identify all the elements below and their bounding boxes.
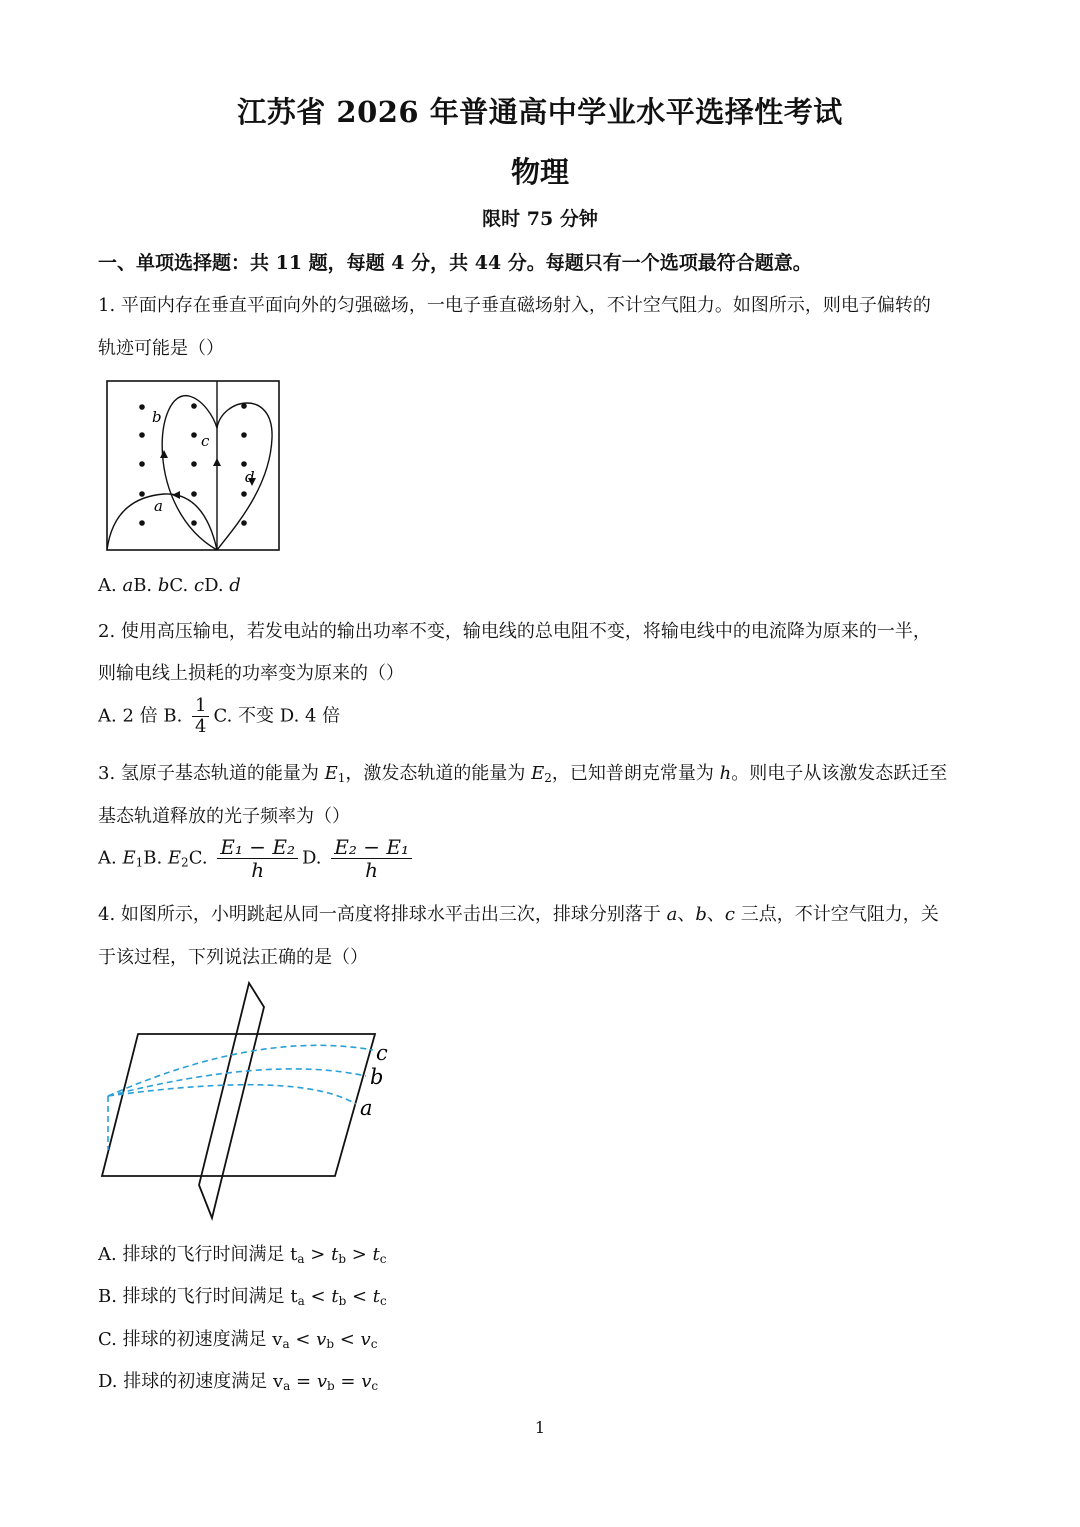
q1-line1: 1. 平面内存在垂直平面向外的匀强磁场，一电子垂直磁场射入，不计空气阻力。如图所示，则电子偏转的: [98, 295, 931, 316]
ball-trajectories: [108, 1045, 373, 1150]
label-d: d: [245, 468, 255, 486]
trajectory-c: [108, 1045, 373, 1096]
arrow-c: [213, 458, 221, 466]
q3-line1: 3. 氢原子基态轨道的能量为 $E_1$，激发态轨道的能量为 $E_2$，已知普朗克常量为 h。则电子从该激发态跃迁至: [98, 763, 948, 785]
q4-option-c: C. 排球的初速度满足 $v_a < v_b < v_c$: [98, 1329, 378, 1351]
label-b: b: [152, 408, 162, 426]
exam-title: 江苏省 2026 年普通高中学业水平选择性考试: [237, 95, 843, 129]
court-outline: [102, 1034, 375, 1176]
q4-figure: [98, 980, 398, 1225]
q3-fraction-c: $\frac{\text{E₁ − E₂}}{h}$: [217, 836, 298, 881]
q2-line1: 2. 使用高压输电，若发电站的输出功率不变，输电线的总电阻不变，将输电线中的电流降为原来的一半，: [98, 621, 931, 642]
page-number: 1: [534, 1418, 546, 1437]
label-b: b: [370, 1065, 384, 1089]
q2-options: A. 2 倍 B. $\frac{1}{4}$ C. 不变 D. 4 倍: [98, 695, 341, 737]
q4-option-d: D. 排球的初速度满足 $v_a = v_b = v_c$: [98, 1371, 379, 1393]
q1-line2: 轨迹可能是（）: [98, 338, 224, 359]
q2-fraction: $\frac{1}{4}$: [192, 696, 209, 737]
label-c: c: [376, 1041, 388, 1065]
q3-options: A. $E_1B$. $E_2C$. $\frac{\text{E₁ − E₂}}{h}$ D. $\frac{\text{E₂ − E₁}}{h}$: [98, 836, 416, 881]
q3-fraction-d: $\frac{\text{E₂ − E₁}}{h}$: [331, 836, 412, 881]
section-heading: 一、单项选择题：共 11 题，每题 4 分，共 44 分。每题只有一个选项最符合题意。: [98, 252, 812, 274]
net-outline: [199, 983, 264, 1218]
q4-line1: 4. 如图所示，小明跳起从同一高度将排球水平击出三次，排球分别落于 a、b、c 三点，不计空气阻力，关: [98, 904, 939, 925]
label-c: c: [201, 432, 210, 450]
q3-line2: 基态轨道释放的光子频率为（）: [98, 806, 350, 827]
trajectory-a: [108, 1085, 356, 1104]
time-limit: 限时 75 分钟: [482, 208, 598, 230]
arrow-b: [160, 450, 168, 458]
q4-line2: 于该过程，下列说法正确的是（）: [98, 947, 368, 968]
q4-option-b: B. 排球的飞行时间满足 $t_a < t_b < t_c$: [98, 1286, 387, 1308]
q2-line2: 则输电线上损耗的功率变为原来的（）: [98, 663, 404, 684]
q1-options: A. aB. bC. cD. d: [98, 575, 241, 596]
subject-title: 物理: [510, 155, 569, 189]
q1-figure: [104, 378, 284, 554]
q4-option-a: A. 排球的飞行时间满足 $t_a > t_b > t_c$: [98, 1244, 387, 1266]
label-a: a: [154, 497, 163, 515]
label-a: a: [360, 1096, 373, 1120]
trajectory-b: [162, 396, 217, 550]
